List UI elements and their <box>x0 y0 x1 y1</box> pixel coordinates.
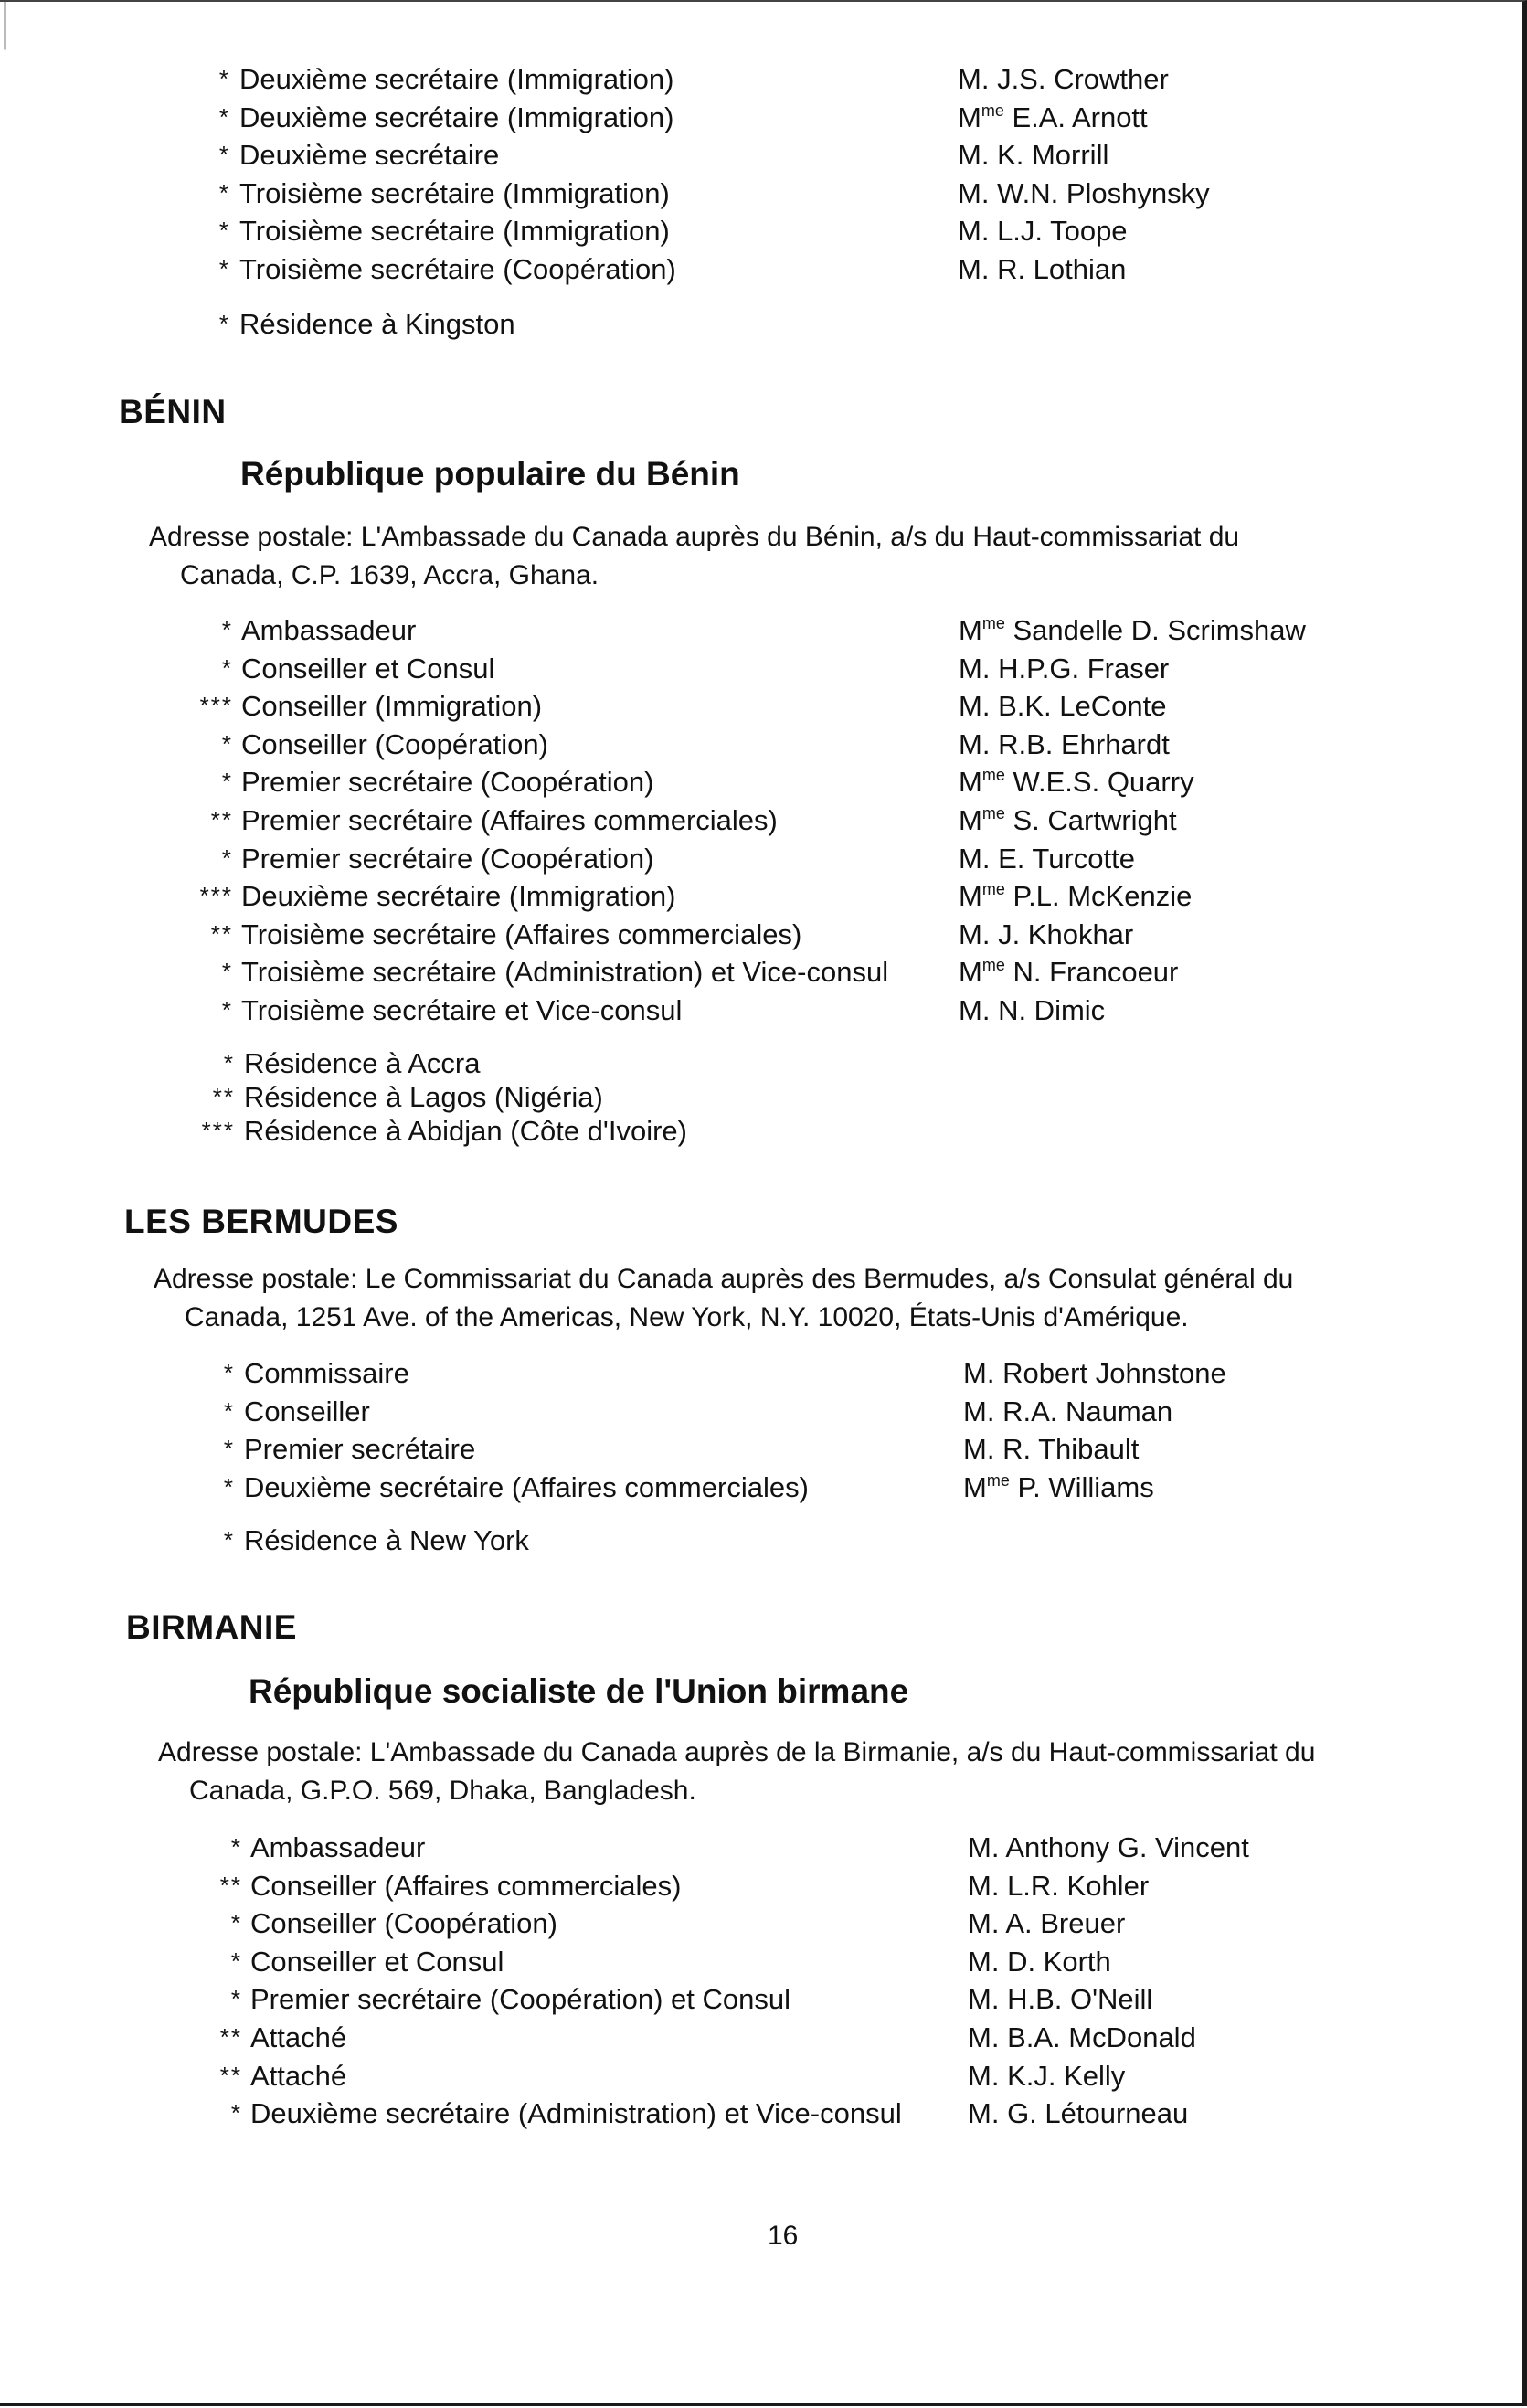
honorific: M. <box>968 1831 1000 1863</box>
officer-name <box>958 250 1126 289</box>
position-title: Troisième secrétaire (Immigration) <box>239 215 670 248</box>
position-title: Ambassadeur <box>250 1831 426 1863</box>
officer-name <box>959 650 1169 688</box>
honorific: M <box>958 101 981 133</box>
person-name: R. Thibault <box>1002 1433 1140 1466</box>
officer-name <box>958 60 1169 99</box>
honorific: M. <box>959 842 991 875</box>
position-title: Premier secrétaire <box>244 1433 476 1466</box>
footnote-marker: * <box>221 729 233 758</box>
footnote-marker: * <box>230 2099 242 2127</box>
footnote-marker: * <box>221 995 233 1024</box>
position-title: Premier secrétaire (Coopération) <box>241 766 654 799</box>
honorific: M. <box>958 252 990 285</box>
honorific-superscript: me <box>986 1470 1010 1490</box>
officer-name <box>968 1943 1111 1981</box>
entry-row <box>128 1829 1407 1867</box>
person-name: K. Morrill <box>997 139 1109 172</box>
entry-row <box>128 1904 1407 1943</box>
footnote-marker: * <box>223 1526 235 1554</box>
honorific: M. <box>963 1357 995 1389</box>
entry-row <box>128 175 1407 213</box>
footnote-marker: * <box>218 102 230 131</box>
position-title: Troisième secrétaire (Immigration) <box>239 176 670 209</box>
official-name-birmanie: République socialiste de l'Union birmane <box>249 1672 909 1710</box>
page-number: 16 <box>768 2221 799 2251</box>
address-line-2: Canada, C.P. 1639, Accra, Ghana. <box>180 560 599 590</box>
position-title: Deuxième secrétaire (Administration) et Vice-consul <box>250 2097 902 2130</box>
person-name: Robert Johnstone <box>1002 1357 1226 1389</box>
notes-benin <box>128 1046 859 1148</box>
address-line-2: Canada, 1251 Ave. of the Americas, New York, N.Y. 10020, États-Unis d'Amérique. <box>185 1302 1189 1332</box>
entry-row <box>128 250 1407 289</box>
entry-row <box>128 2019 1407 2057</box>
officer-name <box>958 136 1108 175</box>
officer-name <box>968 1829 1249 1867</box>
honorific: M. <box>968 1907 1000 1940</box>
entry-row <box>128 1354 1407 1393</box>
entry-row <box>128 1980 1407 2019</box>
officer-name <box>959 840 1135 878</box>
position-title: Troisième secrétaire (Administration) et Vice-consul <box>241 956 889 989</box>
entry-row <box>128 840 1407 878</box>
position-title: Attaché <box>250 2021 347 2053</box>
person-name: R.B. Ehrhardt <box>998 727 1170 760</box>
country-heading-bermudes: LES BERMUDES <box>124 1203 398 1240</box>
person-name: N. Dimic <box>998 993 1106 1026</box>
honorific: M. <box>968 2021 1000 2053</box>
officer-name <box>968 2057 1125 2095</box>
honorific: M. <box>959 727 991 760</box>
entry-row <box>128 726 1407 764</box>
person-name: W.N. Ploshynsky <box>997 176 1210 209</box>
position-title: Ambassadeur <box>241 614 417 646</box>
person-name: D. Korth <box>1007 1945 1111 1978</box>
person-name: H.B. O'Neill <box>1007 1983 1153 2016</box>
entry-row <box>128 2057 1407 2095</box>
position-title: Premier secrétaire (Coopération) et Consul <box>250 1983 790 2016</box>
entry-row <box>128 916 1407 954</box>
honorific: M. <box>958 176 990 209</box>
officer-name <box>959 611 1306 650</box>
person-name: A. Breuer <box>1005 1907 1126 1940</box>
position-title: Premier secrétaire (Affaires commerciales) <box>241 803 778 836</box>
note-row <box>128 1523 859 1557</box>
honorific: M <box>959 766 982 799</box>
country-heading-benin: BÉNIN <box>119 393 227 430</box>
person-name: R.A. Nauman <box>1002 1395 1173 1427</box>
entry-row <box>128 1430 1407 1469</box>
note-row <box>128 307 859 341</box>
officer-name <box>958 175 1210 213</box>
entry-row <box>128 650 1407 688</box>
person-name: E.A. Arnott <box>1012 101 1148 133</box>
officer-name <box>958 99 1148 137</box>
footnote-marker: * <box>218 217 230 245</box>
address-benin <box>149 518 1447 595</box>
note-text: Résidence à Lagos (Nigéria) <box>244 1081 603 1113</box>
officer-name <box>959 687 1166 726</box>
honorific: M. <box>958 215 990 248</box>
position-title: Deuxième secrétaire (Immigration) <box>239 101 674 133</box>
position-title: Conseiller (Coopération) <box>250 1907 557 1940</box>
notes-top <box>128 307 859 341</box>
honorific: M. <box>963 1395 995 1427</box>
position-title: Conseiller <box>244 1395 370 1427</box>
footnote-marker: * <box>223 1435 235 1463</box>
entry-row <box>128 877 1407 916</box>
honorific-superscript: me <box>981 614 1005 632</box>
honorific: M. <box>968 2097 1000 2130</box>
honorific: M. <box>968 2059 1000 2092</box>
entry-row <box>128 1867 1407 1905</box>
address-line-1: Adresse postale: L'Ambassade du Canada auprès du Bénin, a/s du Haut-commissariat du <box>149 522 1240 552</box>
entry-row <box>128 1943 1407 1981</box>
officer-name <box>959 801 1177 840</box>
honorific-superscript: me <box>981 880 1005 899</box>
honorific: M. <box>968 1869 1000 1902</box>
officer-name <box>963 1354 1226 1393</box>
person-name: P.L. McKenzie <box>1013 880 1193 913</box>
footnote-marker: * <box>221 616 233 643</box>
officer-name <box>968 1867 1149 1905</box>
entry-row <box>128 99 1407 137</box>
honorific: M <box>959 803 982 836</box>
person-name: E. Turcotte <box>998 842 1135 875</box>
address-bermudes <box>154 1260 1451 1337</box>
person-name: S. Cartwright <box>1013 803 1177 836</box>
position-title: Conseiller (Affaires commerciales) <box>250 1869 682 1902</box>
position-title: Deuxième secrétaire (Immigration) <box>239 63 674 95</box>
position-title: Conseiller et Consul <box>250 1945 504 1978</box>
honorific: M. <box>959 918 991 950</box>
honorific-superscript: me <box>981 803 1005 822</box>
person-name: R. Lothian <box>997 252 1127 285</box>
footnote-marker: * <box>223 1359 235 1386</box>
officer-name <box>968 1980 1152 2019</box>
note-text: Résidence à Abidjan (Côte d'Ivoire) <box>244 1115 687 1147</box>
officer-name <box>959 916 1133 954</box>
person-name: B.K. LeConte <box>998 690 1167 723</box>
officer-name <box>959 992 1105 1030</box>
footnote-marker: ** <box>219 1871 242 1899</box>
footnote-marker: *** <box>199 882 233 910</box>
officer-name <box>959 726 1170 764</box>
position-title: Troisième secrétaire (Coopération) <box>239 252 676 285</box>
footnote-marker: ** <box>210 805 233 833</box>
position-title: Conseiller et Consul <box>241 652 495 684</box>
note-row <box>128 1114 859 1148</box>
honorific: M. <box>968 1945 1000 1978</box>
entry-row <box>128 611 1407 650</box>
honorific: M. <box>968 1983 1000 2016</box>
entry-row <box>128 687 1407 726</box>
entry-row <box>128 953 1407 992</box>
position-title: Deuxième secrétaire (Immigration) <box>241 880 676 913</box>
footnote-marker: * <box>230 1947 242 1975</box>
position-title: Conseiller (Coopération) <box>241 727 548 760</box>
honorific: M. <box>959 993 991 1026</box>
footnote-marker: * <box>218 178 230 207</box>
footnote-marker: * <box>223 1472 235 1501</box>
footnote-marker: * <box>221 768 233 796</box>
entries-top <box>128 60 1407 289</box>
person-name: B.A. McDonald <box>1007 2021 1196 2053</box>
officer-name <box>968 2095 1188 2133</box>
honorific: M. <box>963 1433 995 1466</box>
honorific-superscript: me <box>981 956 1005 975</box>
footnote-marker: * <box>221 958 233 986</box>
entry-row <box>128 801 1407 840</box>
honorific: M. <box>959 652 991 684</box>
officer-name <box>963 1393 1172 1431</box>
honorific: M <box>963 1470 987 1503</box>
person-name: G. Létourneau <box>1007 2097 1189 2130</box>
honorific: M. <box>958 63 990 95</box>
person-name: N. Francoeur <box>1013 956 1179 989</box>
footnote-marker: * <box>218 141 230 169</box>
address-line-2: Canada, G.P.O. 569, Dhaka, Bangladesh. <box>189 1776 696 1806</box>
entry-row <box>128 136 1407 175</box>
entry-row <box>128 2095 1407 2133</box>
footnote-marker: * <box>230 1909 242 1937</box>
footnote-marker: ** <box>210 919 233 948</box>
honorific: M <box>959 614 982 646</box>
footnote-marker: ** <box>219 2022 242 2051</box>
entry-row <box>128 992 1407 1030</box>
footnote-marker: * <box>218 254 230 282</box>
person-name: P. Williams <box>1017 1470 1154 1503</box>
footnote-marker: * <box>218 65 230 92</box>
entry-row <box>128 60 1407 99</box>
person-name: L.R. Kohler <box>1007 1869 1150 1902</box>
footnote-marker: ** <box>219 2061 242 2089</box>
honorific-superscript: me <box>981 766 1005 785</box>
person-name: Anthony G. Vincent <box>1005 1831 1249 1863</box>
entries-benin <box>128 611 1407 1030</box>
officer-name <box>968 2019 1196 2057</box>
note-text: Résidence à Accra <box>244 1047 481 1079</box>
footnote-marker: *** <box>199 692 233 720</box>
officer-name <box>958 212 1128 250</box>
footnote-marker: * <box>218 310 230 337</box>
footnote-marker: * <box>221 843 233 872</box>
honorific: M. <box>959 690 991 723</box>
note-row <box>128 1080 859 1114</box>
official-name-benin: République populaire du Bénin <box>240 455 740 493</box>
address-birmanie <box>158 1734 1456 1810</box>
entry-row <box>128 212 1407 250</box>
officer-name <box>959 763 1194 801</box>
position-title: Troisième secrétaire et Vice-consul <box>241 993 683 1026</box>
honorific: M. <box>958 139 990 172</box>
entries-bermudes <box>128 1354 1407 1506</box>
position-title: Attaché <box>250 2059 347 2092</box>
address-line-1: Adresse postale: Le Commissariat du Canada auprès des Bermudes, a/s Consulat général du <box>154 1264 1294 1294</box>
person-name: J.S. Crowther <box>997 63 1169 95</box>
entries-birmanie <box>128 1829 1407 2133</box>
footnote-marker: * <box>221 653 233 682</box>
position-title: Commissaire <box>244 1357 409 1389</box>
footnote-marker: * <box>223 1396 235 1425</box>
honorific: M <box>959 956 982 989</box>
note-text: Résidence à Kingston <box>239 308 515 340</box>
person-name: Sandelle D. Scrimshaw <box>1013 614 1306 646</box>
entry-row <box>128 763 1407 801</box>
entry-row <box>128 1393 1407 1431</box>
position-title: Deuxième secrétaire (Affaires commerciales) <box>244 1470 809 1503</box>
person-name: H.P.G. Fraser <box>998 652 1170 684</box>
honorific: M <box>959 880 982 913</box>
footnote-marker: ** <box>212 1083 235 1110</box>
entry-row <box>128 1469 1407 1507</box>
scan-edge <box>4 2 6 2408</box>
person-name: K.J. Kelly <box>1007 2059 1126 2092</box>
position-title: Conseiller (Immigration) <box>241 690 543 723</box>
position-title: Troisième secrétaire (Affaires commerciales) <box>241 918 802 950</box>
footnote-marker: * <box>223 1049 235 1077</box>
officer-name <box>963 1430 1139 1469</box>
note-row <box>128 1046 859 1080</box>
officer-name <box>959 877 1192 916</box>
address-line-1: Adresse postale: L'Ambassade du Canada auprès de la Birmanie, a/s du Haut-commissariat du <box>158 1737 1316 1767</box>
position-title: Deuxième secrétaire <box>239 139 500 172</box>
officer-name <box>963 1469 1154 1507</box>
country-heading-birmanie: BIRMANIE <box>126 1608 297 1646</box>
footnote-marker: * <box>230 1833 242 1861</box>
person-name: W.E.S. Quarry <box>1013 766 1194 799</box>
officer-name <box>968 1904 1125 1943</box>
footnote-marker: * <box>230 1985 242 2013</box>
position-title: Premier secrétaire (Coopération) <box>241 842 654 875</box>
person-name: L.J. Toope <box>997 215 1128 248</box>
footnote-marker: *** <box>201 1117 235 1144</box>
notes-bermudes <box>128 1523 859 1557</box>
officer-name <box>959 953 1178 992</box>
honorific-superscript: me <box>981 101 1004 120</box>
person-name: J. Khokhar <box>998 918 1134 950</box>
note-text: Résidence à New York <box>244 1524 529 1556</box>
